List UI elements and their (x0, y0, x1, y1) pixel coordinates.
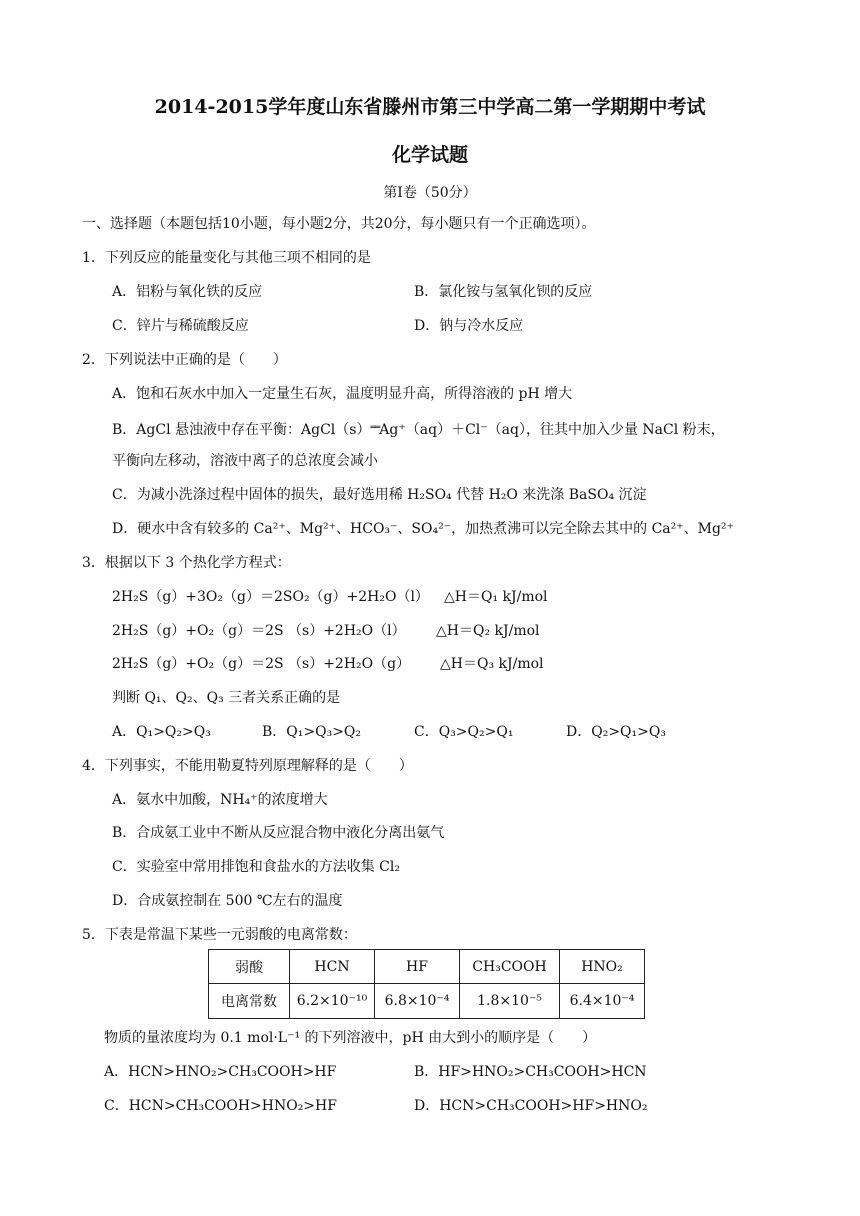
table-row (209, 984, 645, 1019)
q1-option-c: C．锌片与稀硫酸反应 (112, 318, 249, 334)
q3-enthalpy-1: △H＝Q₁ kJ/mol (444, 589, 548, 605)
exam-title: 2014-2015学年度山东省滕州市第三中学高二第一学期期中考试 (154, 96, 706, 118)
q3-option-b: B．Q₁>Q₃>Q₂ (262, 724, 362, 740)
table-cell: 6.2×10⁻¹⁰ (290, 984, 375, 1019)
q2-option-b-line2: 平衡向左移动，溶液中离子的总浓度会减小 (112, 453, 378, 469)
q1-stem: 1．下列反应的能量变化与其他三项不相同的是 (82, 250, 371, 266)
q4-option-b: B．合成氨工业中不断从反应混合物中液化分离出氨气 (112, 825, 445, 841)
q2-option-b-line1 (112, 418, 725, 440)
q4-option-c: C．实验室中常用排饱和食盐水的方法收集 Cl₂ (112, 859, 400, 875)
q2-option-b-head: B．AgCl 悬浊液中存在平衡：AgCl（s） (112, 422, 371, 438)
q1-option-b: B．氯化铵与氢氧化钡的反应 (414, 284, 593, 300)
q2-option-a: A．饱和石灰水中加入一定量生石灰，温度明显升高，所得溶液的 pH 增大 (112, 386, 573, 402)
table-header-cell: HF (375, 950, 460, 984)
q4-option-a: A．氨水中加酸，NH₄⁺的浓度增大 (112, 792, 328, 808)
q3-equation-3: 2H₂S（g）+O₂（g）＝2S （s）+2H₂O（g） (112, 656, 411, 672)
q3-judge: 判断 Q₁、Q₂、Q₃ 三者关系正确的是 (112, 690, 341, 706)
q2-option-b-tail: Ag⁺（aq）＋Cl⁻（aq），往其中加入少量 NaCl 粉末， (379, 422, 725, 438)
q3-enthalpy-2: △H＝Q₂ kJ/mol (436, 623, 540, 639)
table-header-cell: 弱酸 (209, 950, 290, 984)
table-cell: 1.8×10⁻⁵ (460, 984, 560, 1019)
q5-option-a: A．HCN>HNO₂>CH₃COOH>HF (104, 1064, 337, 1080)
table-cell: 6.4×10⁻⁴ (560, 984, 645, 1019)
q2-option-c: C．为减小洗涤过程中固体的损失，最好选用稀 H₂SO₄ 代替 H₂O 来洗涤 BaSO₄ 沉淀 (112, 487, 647, 503)
ionization-constant-table (208, 949, 645, 1019)
subject-title: 化学试题 (391, 144, 468, 166)
q4-stem: 4．下列事实，不能用勒夏特列原理解释的是（ ） (82, 758, 413, 774)
q2-stem: 2．下列说法中正确的是（ ） (82, 352, 287, 368)
q3-equation-2: 2H₂S（g）+O₂（g）＝2S （s）+2H₂O（l） (112, 623, 406, 639)
q4-option-d: D．合成氨控制在 500 ℃左右的温度 (112, 893, 343, 909)
q3-option-a: A．Q₁>Q₂>Q₃ (112, 724, 211, 740)
table-header-row (209, 950, 645, 984)
table-header-cell: CH₃COOH (460, 950, 560, 984)
q3-enthalpy-3: △H＝Q₃ kJ/mol (440, 656, 544, 672)
table-header-cell: HCN (290, 950, 375, 984)
table-cell: 电离常数 (209, 984, 290, 1019)
section-heading: 一、选择题（本题包括10小题，每小题2分，共20分，每小题只有一个正确选项）。 (82, 216, 596, 232)
q3-option-c: C．Q₃>Q₂>Q₁ (414, 724, 514, 740)
q5-option-d: D．HCN>CH₃COOH>HF>HNO₂ (414, 1098, 648, 1114)
q3-stem: 3．根据以下 3 个热化学方程式： (82, 555, 291, 571)
q3-option-d: D．Q₂>Q₁>Q₃ (566, 724, 666, 740)
table-header-cell: HNO₂ (560, 950, 645, 984)
part-heading: 第Ⅰ卷（50分） (383, 185, 477, 201)
q5-stem: 5．下表是常温下某些一元弱酸的电离常数： (82, 927, 357, 943)
q1-option-d: D．钠与冷水反应 (414, 318, 524, 334)
q3-equation-1: 2H₂S（g）+3O₂（g）＝2SO₂（g）+2H₂O（l） (112, 589, 429, 605)
q2-option-d: D．硬水中含有较多的 Ca²⁺、Mg²⁺、HCO₃⁻、SO₄²⁻，加热煮沸可以完全除去其中的 Ca²⁺、Mg²⁺ (112, 521, 734, 537)
q5-question: 物质的量浓度均为 0.1 mol·L⁻¹ 的下列溶液中，pH 由大到小的顺序是（ ） (104, 1030, 597, 1046)
q5-option-b: B．HF>HNO₂>CH₃COOH>HCN (414, 1064, 647, 1080)
table-cell: 6.8×10⁻⁴ (375, 984, 460, 1019)
q5-option-c: C．HCN>CH₃COOH>HNO₂>HF (104, 1098, 337, 1114)
equilibrium-arrow-icon: ══ (370, 423, 380, 433)
q1-option-a: A．铝粉与氧化铁的反应 (112, 284, 263, 300)
